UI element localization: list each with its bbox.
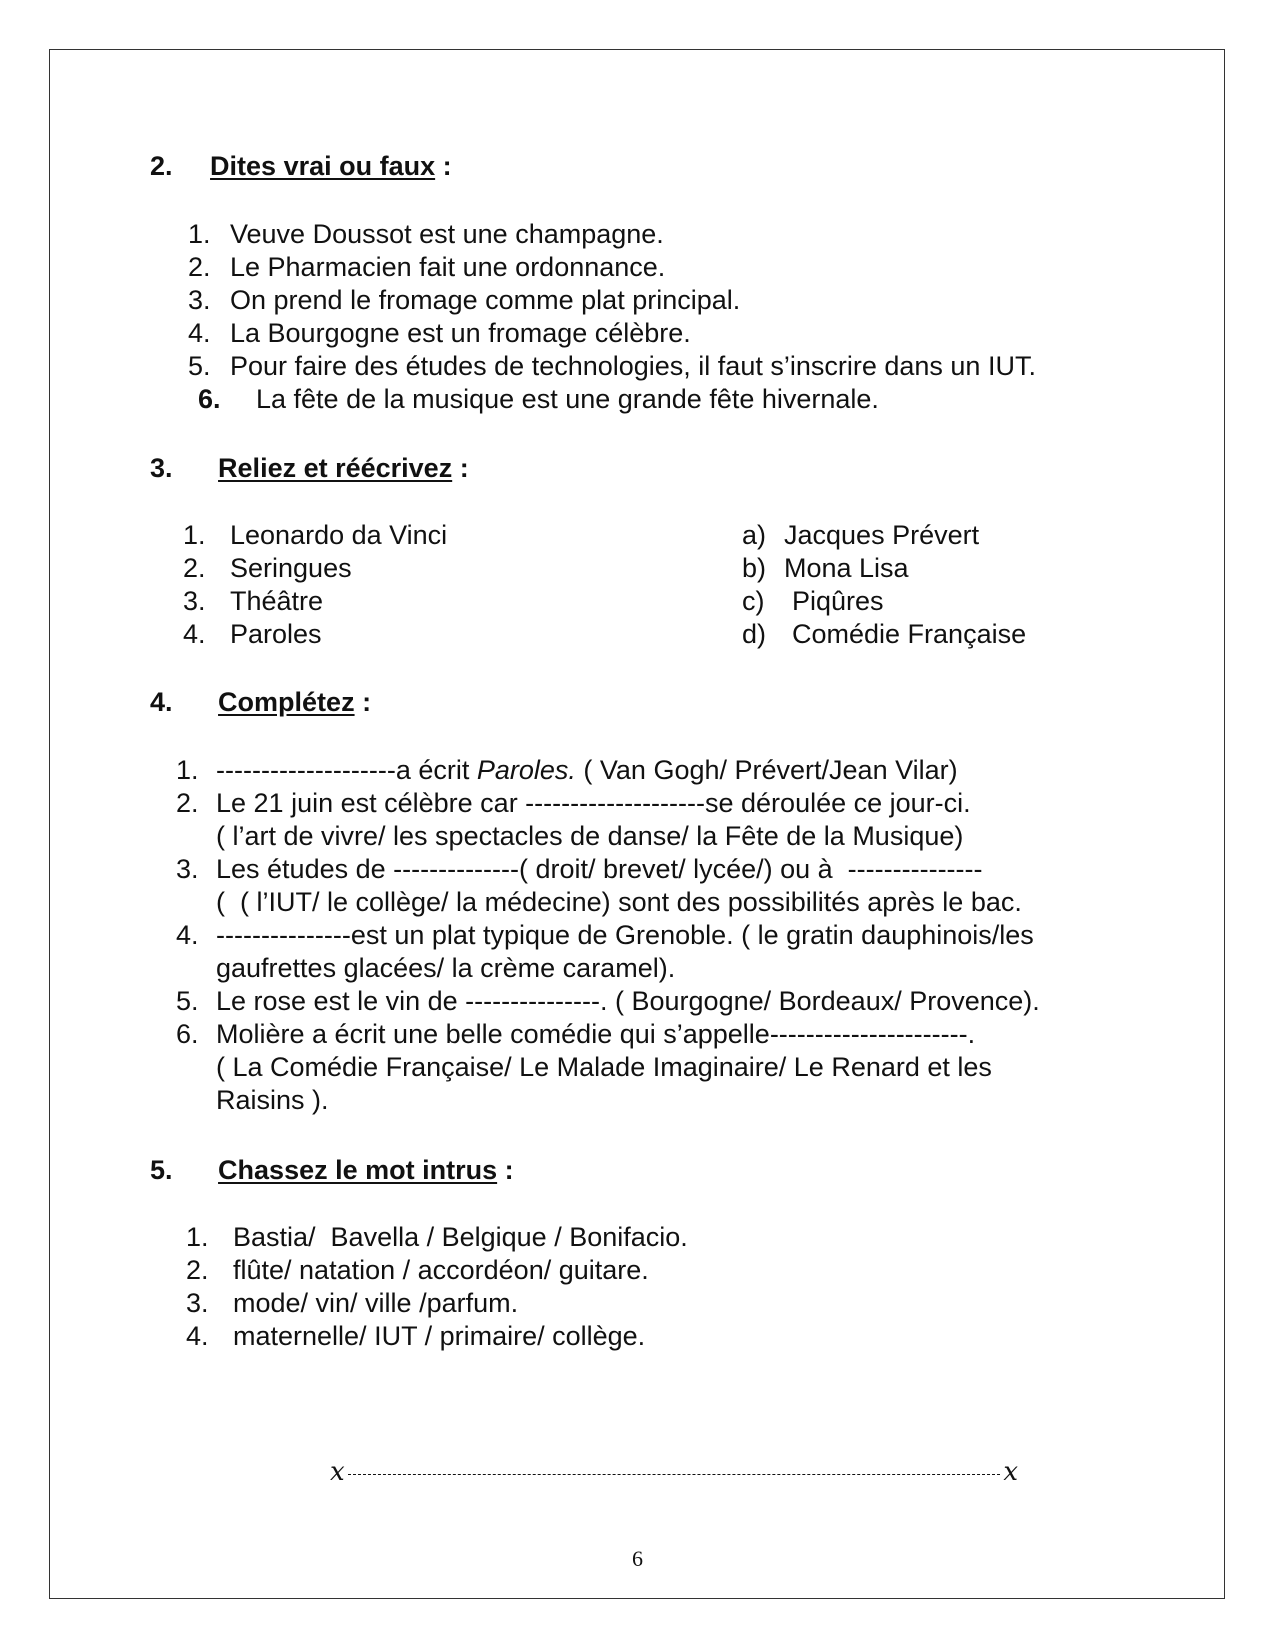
item-text: Molière a écrit une belle comédie qui s’appelle----------------------. (216, 1019, 976, 1049)
item-options: ( La Comédie Française/ Le Malade Imaginaire/ Le Renard et les (216, 1052, 992, 1082)
section-title: Chassez le mot intrus (218, 1155, 498, 1185)
item-text: flûte/ natation / accordéon/ guitare. (233, 1255, 649, 1285)
item-number: 3. (186, 1288, 209, 1318)
section-number: 4. (150, 687, 173, 717)
match-left-item (183, 552, 352, 585)
section-2-heading (150, 150, 452, 183)
fill-item-5 (176, 985, 1040, 1018)
fill-item-3-options (216, 886, 1022, 919)
match-right-item (742, 519, 979, 552)
item-text: Jacques Prévert (784, 520, 980, 550)
page-number: 6 (632, 1546, 643, 1571)
item-text: mode/ vin/ ville /parfum. (233, 1288, 519, 1318)
item-options: ( l’art de vivre/ les spectacles de danse/ la Fête de la Musique) (216, 821, 964, 851)
separator-right-mark: x (1003, 1457, 1018, 1487)
item-options-end: Raisins ). (216, 1085, 329, 1115)
item-number: 4. (188, 318, 211, 348)
item-number: 4. (186, 1321, 209, 1351)
section-title: Reliez et réécrivez (218, 453, 453, 483)
section-4-heading (150, 686, 371, 719)
item-number: 6. (176, 1019, 199, 1049)
item-text-post: ( Van Gogh/ Prévert/Jean Vilar) (575, 755, 958, 785)
item-text: Les études de --------------( droit/ brevet/ lycée/) ou à --------------- (216, 854, 983, 884)
section-colon: : (504, 1155, 514, 1185)
section-number: 3. (150, 453, 173, 483)
item-text: Paroles (230, 619, 322, 649)
item-number: 5. (176, 986, 199, 1016)
fill-item-4-continued (216, 952, 675, 985)
item-letter: a) (742, 520, 767, 550)
list-item (186, 1221, 688, 1254)
match-right-item (742, 552, 909, 585)
section-title: Complétez (218, 687, 355, 717)
item-text: Seringues (230, 553, 352, 583)
section-colon: : (362, 687, 372, 717)
list-item (186, 1254, 649, 1287)
item-letter: b) (742, 553, 767, 583)
item-text: Le rose est le vin de ---------------. ( Bourgogne/ Bordeaux/ Provence). (216, 986, 1040, 1016)
separator-left-mark: x (330, 1457, 345, 1487)
item-number: 3. (183, 586, 206, 616)
fill-item-4 (176, 919, 1034, 952)
section-title: Dites vrai ou faux (210, 151, 436, 181)
item-number: 4. (176, 920, 199, 950)
item-text: Bastia/ Bavella / Belgique / Bonifacio. (233, 1222, 688, 1252)
item-letter: c) (742, 586, 765, 616)
fill-item-3 (176, 853, 983, 886)
item-number: 1. (183, 520, 206, 550)
item-options: ( ( l’IUT/ le collège/ la médecine) sont des possibilités après le bac. (216, 887, 1022, 917)
list-item (188, 218, 664, 251)
item-text: La fête de la musique est une grande fête hivernale. (256, 384, 879, 414)
list-item (198, 383, 879, 416)
list-item (186, 1320, 645, 1353)
item-number: 2. (183, 553, 206, 583)
list-item (188, 284, 740, 317)
fill-item-6-options (216, 1051, 992, 1084)
match-left-item (183, 585, 323, 618)
section-colon: : (459, 453, 469, 483)
fill-item-1 (176, 754, 958, 787)
section-3-heading (150, 452, 469, 485)
list-item (188, 251, 665, 284)
item-number: 5. (188, 351, 211, 381)
item-text-pre: --------------------a écrit (216, 755, 477, 785)
item-text: Le 21 juin est célèbre car --------------------se déroulée ce jour-ci. (216, 788, 971, 818)
item-text: maternelle/ IUT / primaire/ collège. (233, 1321, 646, 1351)
item-text: Théâtre (230, 586, 324, 616)
fill-item-2 (176, 787, 971, 820)
item-number: 2. (188, 252, 211, 282)
item-number: 4. (183, 619, 206, 649)
item-text-italic: Paroles. (476, 755, 576, 785)
list-item (188, 317, 691, 350)
item-number: 1. (186, 1222, 209, 1252)
section-colon: : (442, 151, 452, 181)
match-left-item (183, 519, 447, 552)
item-number: 1. (176, 755, 199, 785)
item-number: 1. (188, 219, 211, 249)
item-number: 3. (188, 285, 211, 315)
match-left-item (183, 618, 322, 651)
item-text: Mona Lisa (784, 553, 909, 583)
item-text: Piqûres (792, 586, 884, 616)
item-text: Leonardo da Vinci (230, 520, 448, 550)
list-item (188, 350, 1036, 383)
item-letter: d) (742, 619, 767, 649)
fill-item-6-options-end (216, 1084, 329, 1117)
item-text-continued: gaufrettes glacées/ la crème caramel). (216, 953, 676, 983)
item-text: ---------------est un plat typique de Grenoble. ( le gratin dauphinois/les (216, 920, 1034, 950)
section-number: 2. (150, 151, 173, 181)
match-right-item (742, 618, 1026, 651)
item-number: 6. (198, 384, 221, 414)
section-number: 5. (150, 1155, 173, 1185)
list-item (186, 1287, 518, 1320)
item-text: On prend le fromage comme plat principal. (230, 285, 741, 315)
separator-dashed-line (348, 1474, 1000, 1475)
item-number: 2. (176, 788, 199, 818)
fill-item-6 (176, 1018, 975, 1051)
item-text: Le Pharmacien fait une ordonnance. (230, 252, 666, 282)
item-text: Veuve Doussot est une champagne. (230, 219, 664, 249)
section-5-heading (150, 1154, 514, 1187)
match-right-item (742, 585, 884, 618)
item-number: 3. (176, 854, 199, 884)
item-number: 2. (186, 1255, 209, 1285)
item-text: Pour faire des études de technologies, il faut s’inscrire dans un IUT. (230, 351, 1036, 381)
item-text: Comédie Française (792, 619, 1027, 649)
fill-item-2-options (216, 820, 963, 853)
item-text: La Bourgogne est un fromage célèbre. (230, 318, 691, 348)
